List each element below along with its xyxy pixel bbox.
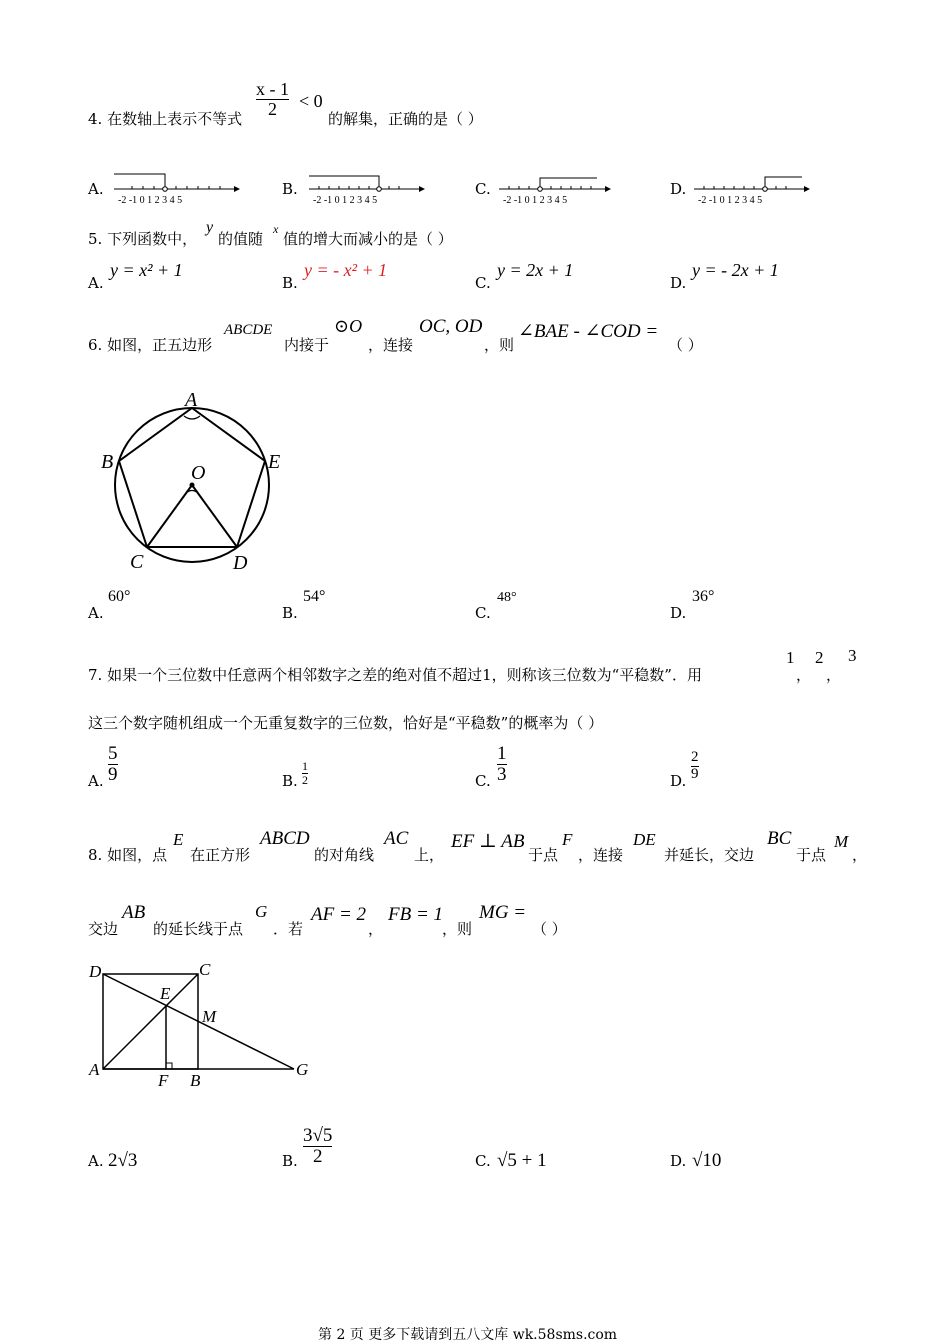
label-b: B — [101, 451, 114, 473]
q8-abcd: ABCD — [260, 828, 310, 849]
q7-line2: 这三个数字随机组成一个无重复数字的三位数，恰好是“平稳数”的概率为（ ） — [88, 714, 604, 732]
q8-t14: ，则 — [442, 920, 473, 938]
q5-option-a-label: A. — [88, 274, 104, 292]
q6-text-b: 内接于 — [284, 336, 330, 354]
q7-option-a-fraction — [108, 744, 118, 785]
q8-t2: 在正方形 — [190, 846, 251, 864]
fraction-numerator: 2 — [691, 749, 699, 765]
q8-fb: FB = 1 — [388, 904, 444, 925]
q6-option-c-value: 48° — [497, 590, 517, 605]
fraction-numerator: 1 — [497, 743, 507, 764]
q5-text-b: 的值随 — [218, 230, 264, 248]
q6-option-a-value: 60° — [108, 588, 131, 605]
fraction-denominator: 9 — [108, 763, 118, 785]
q8-option-a-label: A. — [88, 1152, 104, 1170]
q5-var-x: x — [273, 222, 279, 236]
label-c: C — [199, 960, 211, 979]
q6-option-d-label: D. — [670, 604, 687, 622]
label-c: C — [130, 551, 144, 573]
q4-suffix: 的解集，正确的是（ ） — [328, 110, 483, 128]
q4-option-b-numberline — [305, 160, 435, 206]
q8-t8: 于点 — [796, 846, 827, 864]
q8-option-b-label: B. — [282, 1152, 298, 1170]
fraction-denominator: 3 — [497, 763, 507, 785]
q6-pentagon-figure — [95, 378, 305, 578]
q5-option-d-expr: y = - 2x + 1 — [692, 260, 779, 280]
label-e: E — [268, 451, 281, 473]
q7-option-d-label: D. — [670, 772, 687, 790]
q8-t9: ， — [852, 846, 868, 864]
fraction-numerator: 5 — [108, 743, 118, 764]
label-d: D — [89, 962, 102, 981]
label-d: D — [233, 552, 248, 574]
q5-option-c-label: C. — [475, 274, 491, 292]
label-f: F — [158, 1071, 169, 1090]
q7-option-b-label: B. — [282, 772, 298, 790]
q6-abcde: ABCDE — [224, 322, 273, 338]
q8-t4: 上， — [414, 846, 445, 864]
fraction-denominator: 2 — [302, 772, 308, 787]
axis-arrow — [234, 186, 240, 192]
q8-t11: 的延长线于点 — [153, 920, 244, 938]
q8-mg: MG = — [479, 902, 527, 923]
page-footer: 第 2 页 更多下载请到五八文库 wk.58sms.com — [318, 1327, 618, 1343]
q4-option-d-numberline — [692, 160, 817, 206]
q4-frac-num: x - 1 — [256, 79, 289, 99]
q6-text-c: ，连接 — [368, 336, 414, 354]
label-o: O — [191, 462, 206, 484]
q4-option-d-label: D. — [670, 180, 687, 198]
segment-oc — [147, 485, 192, 547]
solution-ray — [765, 177, 802, 189]
q7-option-d-fraction — [691, 750, 699, 783]
q8-t13: ， — [368, 920, 384, 938]
label-m: M — [202, 1007, 217, 1026]
q8-t10: 交边 — [88, 920, 119, 938]
q7-option-a-label: A. — [88, 772, 104, 790]
q8-option-a-expr: 2√3 — [108, 1150, 138, 1171]
q8-t3: 的对角线 — [314, 846, 375, 864]
q4-option-a-label: A. — [88, 180, 104, 198]
label-a: A — [185, 389, 198, 411]
q8-option-c-expr: √5 + 1 — [497, 1150, 547, 1171]
q8-ab: AB — [122, 902, 146, 923]
q6-paren: （ ） — [668, 336, 703, 354]
q5-option-d-label: D. — [670, 274, 687, 292]
solution-ray — [114, 174, 165, 189]
label-a: A — [89, 1060, 100, 1079]
axis-tick-labels: -2 -1 0 1 2 3 4 5 — [313, 195, 378, 206]
q5-option-b-expr: y = - x² + 1 — [304, 260, 388, 280]
axis-tick-labels: -2 -1 0 1 2 3 4 5 — [698, 195, 763, 206]
q4-fraction — [256, 80, 289, 119]
q6-circle-o: ⊙O — [334, 316, 363, 336]
axis-arrow — [419, 186, 425, 192]
q8-t1: 8. 如图，点 — [88, 846, 168, 864]
q5-text-a: 5. 下列函数中， — [88, 230, 198, 248]
q6-option-a-label: A. — [88, 604, 104, 622]
q6-angle-expression: ∠BAE - ∠COD = — [518, 321, 659, 342]
axis-tick-labels: -2 -1 0 1 2 3 4 5 — [503, 195, 568, 206]
q8-point-e: E — [173, 830, 184, 849]
q5-option-b-label: B. — [282, 274, 298, 292]
q4-frac-den: 2 — [268, 98, 277, 119]
q8-option-c-label: C. — [475, 1152, 491, 1170]
label-e: E — [160, 984, 171, 1003]
open-point — [163, 187, 168, 192]
q8-paren: （ ） — [532, 920, 567, 938]
q5-option-a-expr: y = x² + 1 — [110, 260, 183, 280]
q8-point-g: G — [255, 902, 268, 921]
q8-t7: 并延长，交边 — [664, 846, 755, 864]
q7-option-c-fraction — [497, 744, 507, 785]
open-point — [538, 187, 543, 192]
q5-var-y: y — [206, 219, 214, 236]
axis-tick-labels: -2 -1 0 1 2 3 4 5 — [118, 195, 183, 206]
q8-option-d-label: D. — [670, 1152, 687, 1170]
q6-option-d-value: 36° — [692, 588, 715, 605]
label-b: B — [190, 1071, 201, 1090]
label-g: G — [296, 1060, 309, 1079]
solution-ray — [540, 178, 597, 189]
q4-option-c-label: C. — [475, 180, 491, 198]
q6-text-d: ，则 — [484, 336, 515, 354]
q7-digit-3: 3 — [848, 646, 857, 665]
q4-option-b-label: B. — [282, 180, 298, 198]
q8-point-f: F — [562, 830, 573, 849]
segment-od — [192, 485, 237, 547]
q4-option-a-numberline — [110, 160, 240, 206]
q7-line1: 7. 如果一个三位数中任意两个相邻数字之差的绝对值不超过1，则称该三位数为“平稳数”．用 — [88, 666, 702, 684]
q4-option-c-numberline — [497, 160, 617, 206]
q8-af: AF = 2 — [311, 904, 367, 925]
q6-option-b-value: 54° — [303, 588, 326, 605]
open-point — [377, 187, 382, 192]
q8-square-figure — [84, 955, 324, 1095]
axis-arrow — [804, 186, 810, 192]
q8-option-b-fraction — [303, 1126, 332, 1167]
q4-relation: < 0 — [299, 91, 323, 111]
q5-text-c: 值的增大而减小的是（ ） — [283, 230, 453, 248]
q7-digit-1: 1 — [786, 648, 795, 667]
q7-comma-2: ， — [826, 666, 842, 684]
q5-option-c-expr: y = 2x + 1 — [497, 260, 574, 280]
q8-option-d-expr: √10 — [692, 1150, 722, 1171]
q7-digit-2: 2 — [815, 648, 824, 667]
angle-mark-bae — [184, 416, 200, 419]
q8-point-m: M — [834, 832, 849, 851]
fraction-numerator: 3√5 — [303, 1125, 333, 1146]
right-angle-mark — [166, 1063, 172, 1069]
diagonal-ac — [103, 974, 198, 1069]
q7-option-c-label: C. — [475, 772, 491, 790]
q6-option-b-label: B. — [282, 604, 298, 622]
q8-perp: EF ⊥ AB — [451, 831, 525, 852]
q8-t12: ．若 — [273, 920, 304, 938]
q8-de: DE — [633, 830, 656, 849]
q8-ac: AC — [384, 828, 409, 849]
q6-oc-od: OC, OD — [419, 316, 483, 337]
q8-t6: ，连接 — [578, 846, 624, 864]
q4-prefix: 4. 在数轴上表示不等式 — [88, 110, 243, 128]
q8-bc: BC — [767, 828, 792, 849]
q6-text-a: 6. 如图，正五边形 — [88, 336, 213, 354]
q6-option-c-label: C. — [475, 604, 491, 622]
q8-t5: 于点 — [528, 846, 559, 864]
axis-arrow — [605, 186, 611, 192]
q7-option-b-fraction — [302, 760, 308, 786]
fraction-denominator: 2 — [312, 1145, 323, 1167]
open-point — [763, 187, 768, 192]
q7-comma-1: ， — [796, 666, 812, 684]
fraction-numerator: 1 — [302, 759, 308, 773]
fraction-denominator: 9 — [691, 765, 699, 782]
